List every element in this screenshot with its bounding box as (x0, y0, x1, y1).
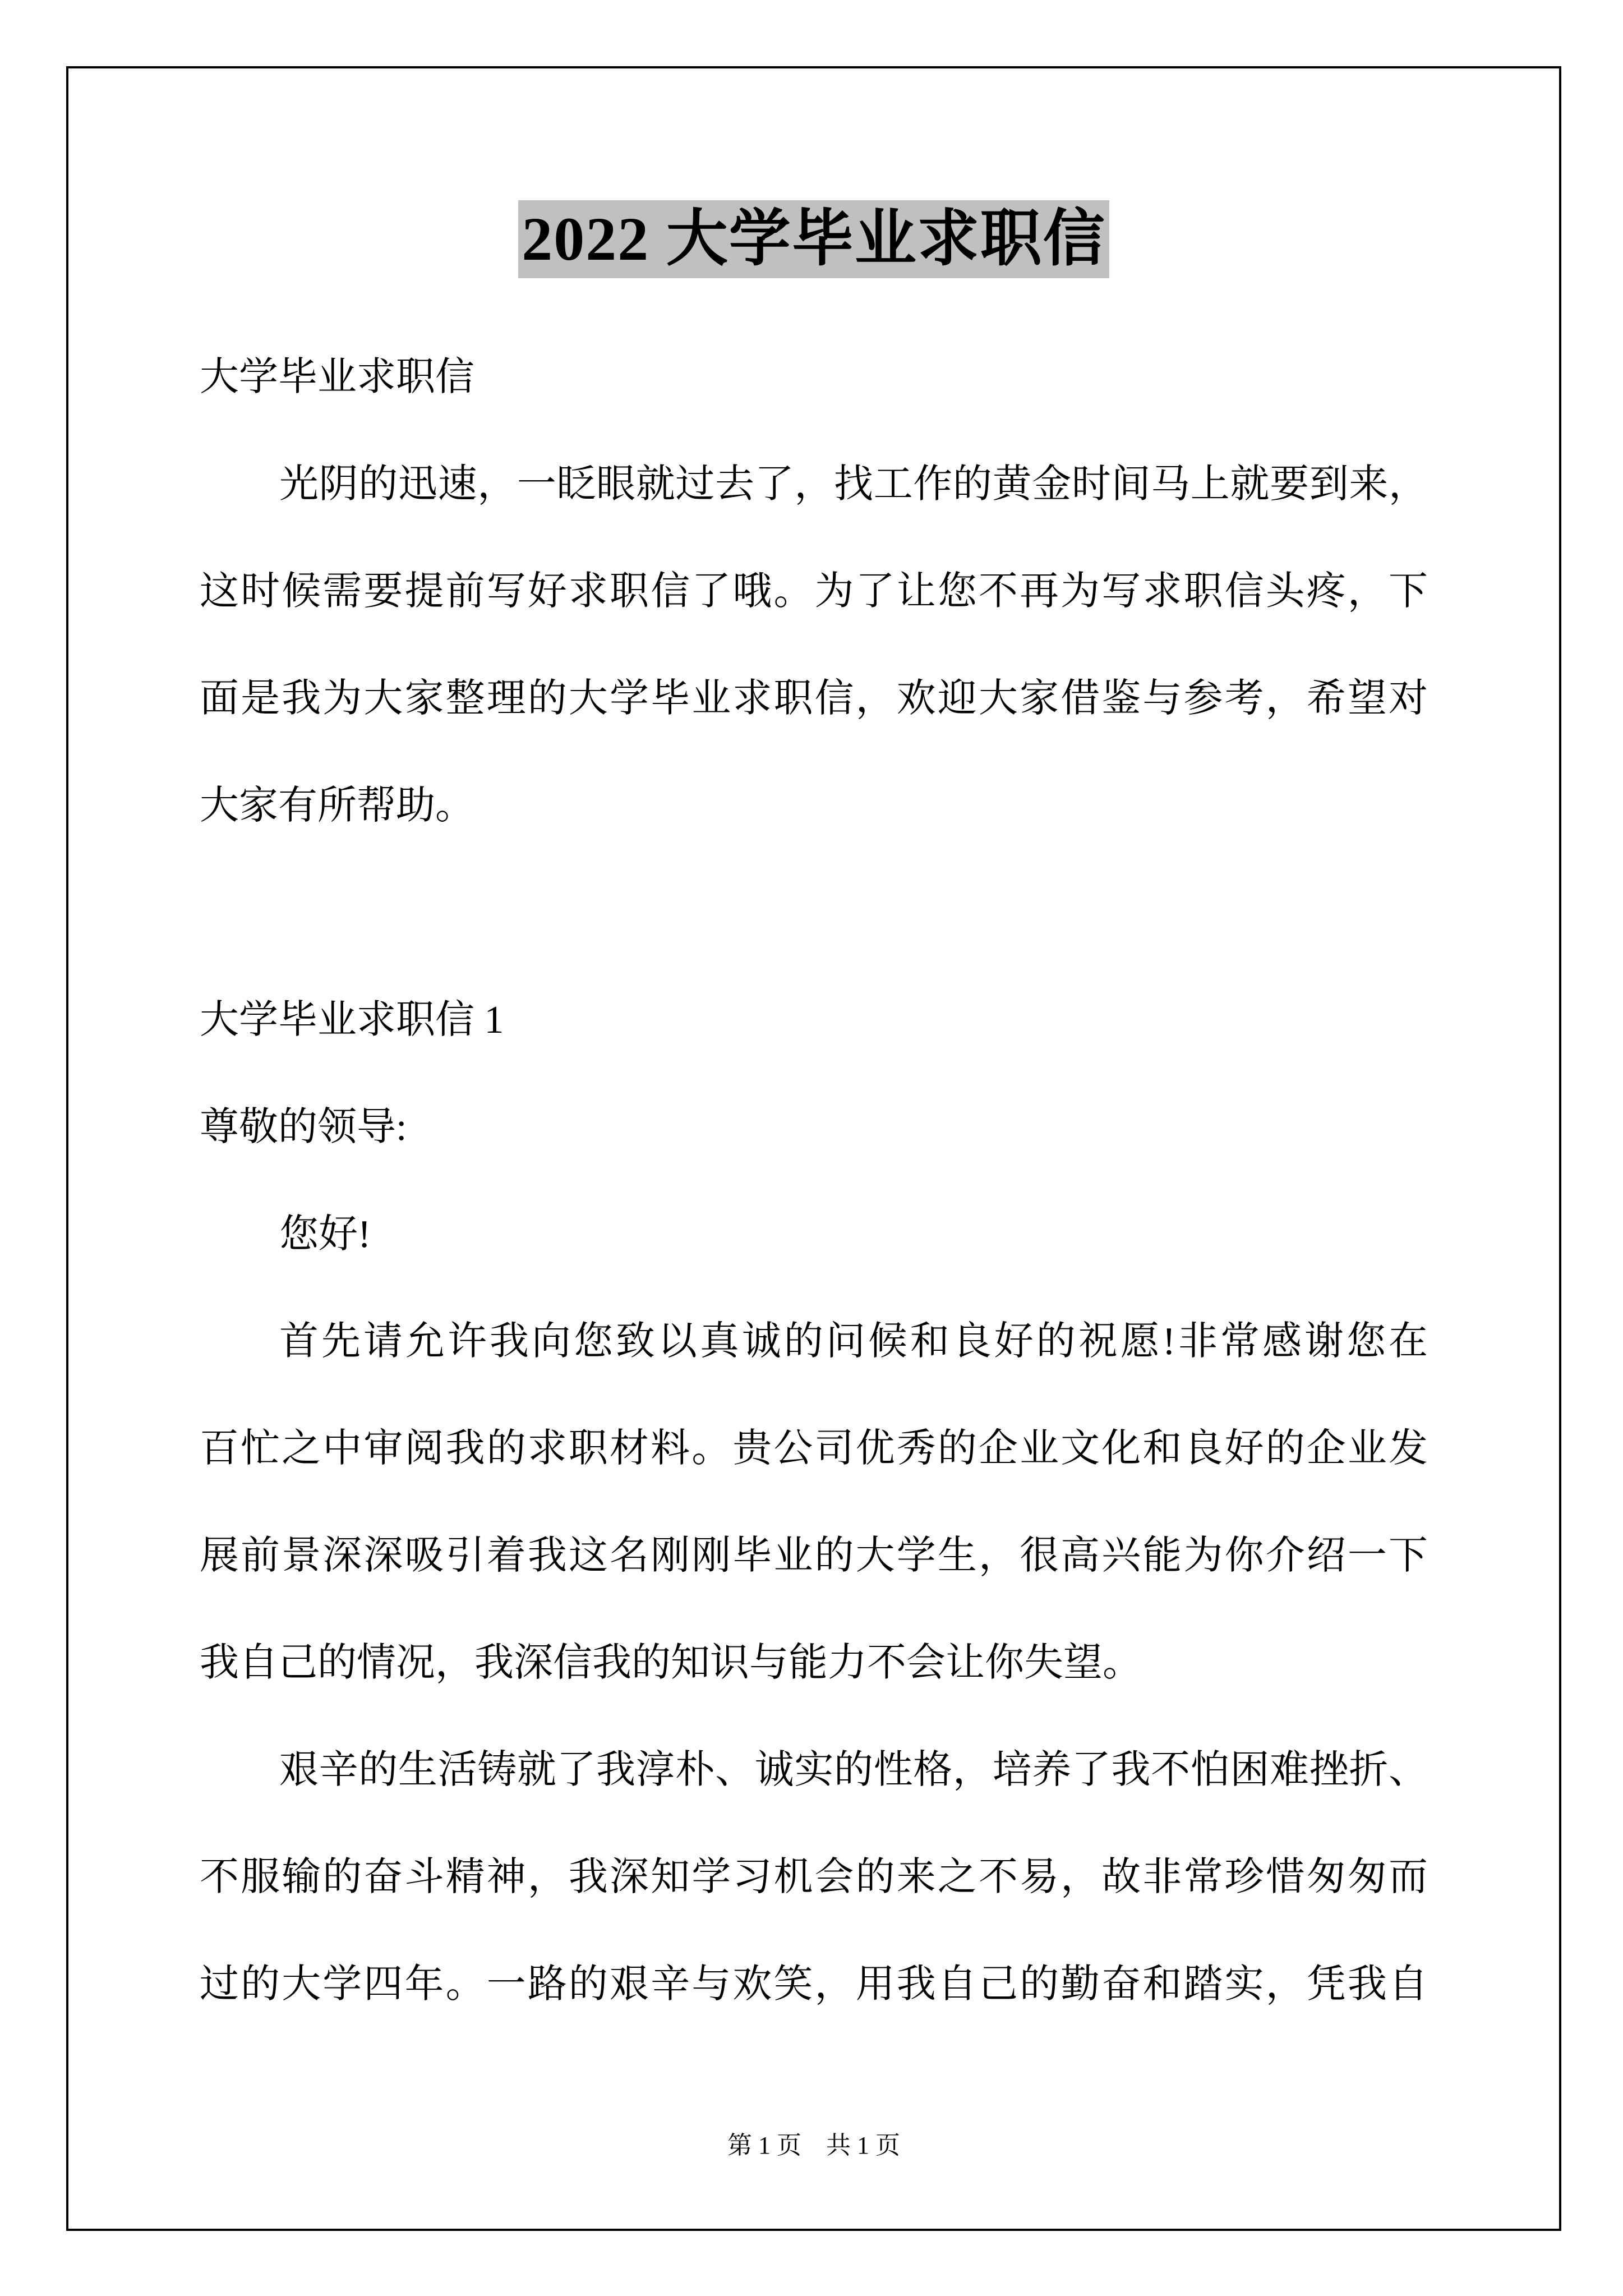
intro-paragraph-line: 面是我为大家整理的大学毕业求职信，欢迎大家借鉴与参考，希望对 (200, 677, 1428, 720)
letter-paragraph-line: 百忙之中审阅我的求职材料。贵公司优秀的企业文化和良好的企业发 (200, 1427, 1428, 1470)
document-title: 2022 大学毕业求职信 (518, 200, 1109, 278)
blank-line (200, 859, 1428, 967)
document-title-row (200, 200, 1428, 278)
letter-paragraph-line: 我自己的情况，我深信我的知识与能力不会让你失望。 (200, 1641, 1142, 1685)
salutation: 尊敬的领导: (200, 1106, 407, 1149)
page-border (66, 66, 1561, 2231)
letter-paragraph-line: 过的大学四年。一路的艰辛与欢笑，用我自己的勤奋和踏实，凭我自 (200, 1963, 1428, 2006)
page-number: 第 1 页 共 1 页 (727, 2132, 900, 2159)
section-heading: 大学毕业求职信 1 (200, 999, 504, 1042)
letter-paragraph-line: 艰辛的生活铸就了我淳朴、诚实的性格，培养了我不怕困难挫折、 (279, 1749, 1428, 1792)
document-subtitle: 大学毕业求职信 (200, 356, 474, 399)
letter-paragraph-line: 展前景深深吸引着我这名刚刚毕业的大学生，很高兴能为你介绍一下 (200, 1534, 1428, 1577)
document-body (200, 324, 1428, 2038)
page-content (68, 68, 1559, 2162)
intro-paragraph-line: 这时候需要提前写好求职信了哦。为了让您不再为写求职信头疼，下 (200, 570, 1428, 613)
letter-paragraph-line: 首先请允许我向您致以真诚的问候和良好的祝愿!非常感谢您在 (279, 1320, 1428, 1363)
intro-paragraph-line: 光阴的迅速，一眨眼就过去了，找工作的黄金时间马上就要到来， (279, 463, 1428, 506)
letter-paragraph-line: 不服输的奋斗精神，我深知学习机会的来之不易，故非常珍惜匆匆而 (200, 1856, 1428, 1899)
page-footer (200, 2129, 1428, 2162)
intro-paragraph-line: 大家有所帮助。 (200, 784, 474, 827)
greeting: 您好! (279, 1213, 371, 1256)
